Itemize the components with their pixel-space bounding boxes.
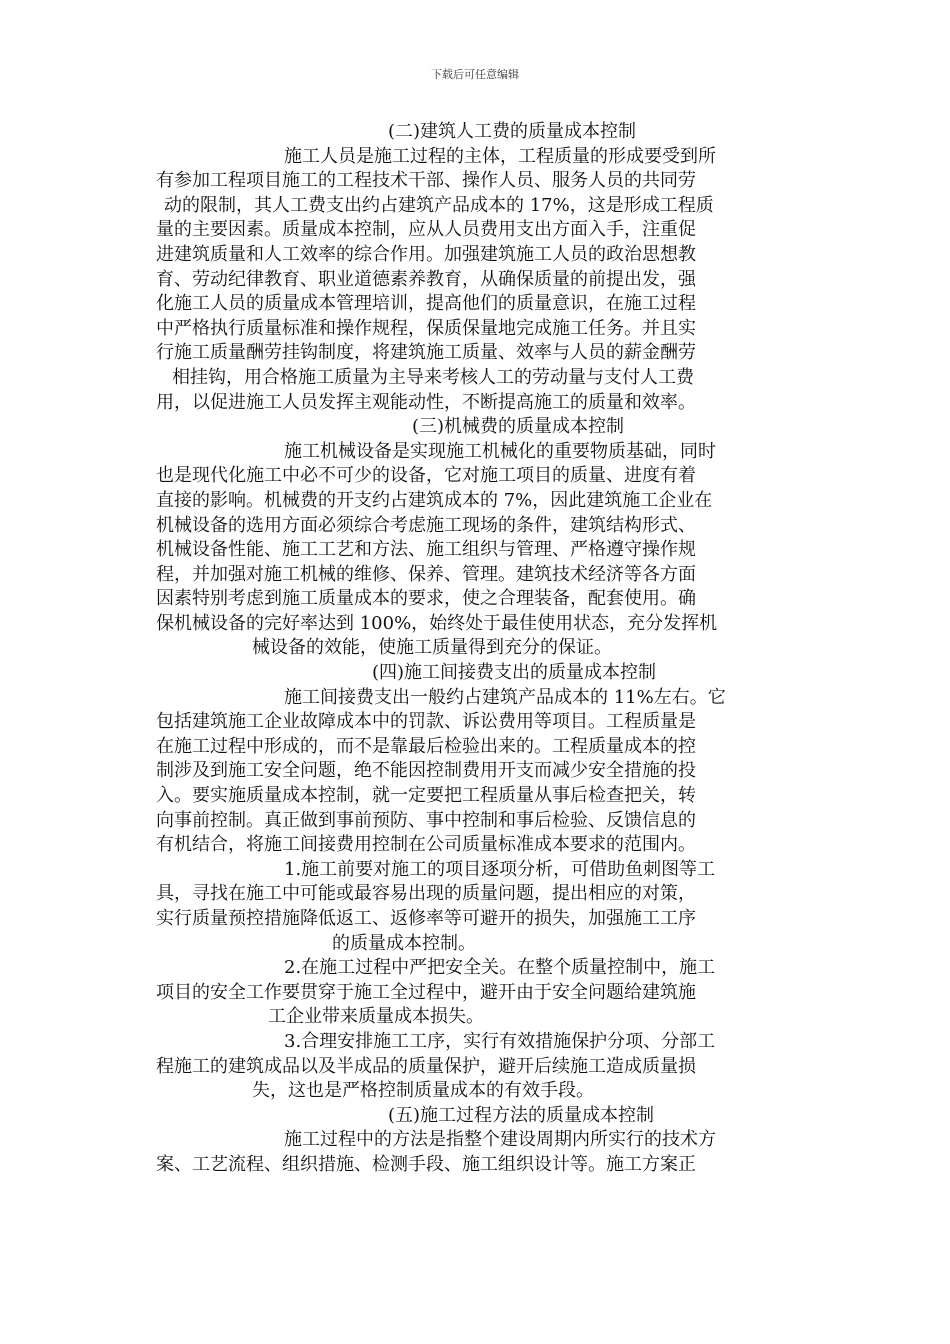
text-line: (四)施工间接费支出的质量成本控制 bbox=[372, 662, 657, 684]
text-line: 失，这也是严格控制质量成本的有效手段。 bbox=[252, 1080, 594, 1102]
text-line: 向事前控制。真正做到事前预防、事中控制和事后检验、反馈信息的 bbox=[156, 809, 696, 831]
text-line: 行施工质量酬劳挂钩制度，将建筑施工质量、效率与人员的薪金酬劳 bbox=[156, 342, 696, 364]
text-line: (三)机械费的质量成本控制 bbox=[412, 416, 625, 438]
text-line: 有参加工程项目施工的工程技术干部、操作人员、服务人员的共同劳 bbox=[156, 170, 696, 192]
text-line: 相挂钩，用合格施工质量为主导来考核人工的劳动量与支付人工费 bbox=[172, 366, 694, 388]
text-line: 育、劳动纪律教育、职业道德素养教育，从确保质量的前提出发，强 bbox=[156, 268, 696, 290]
text-line: 机械设备的选用方面必须综合考虑施工现场的条件，建筑结构形式、 bbox=[156, 514, 696, 536]
text-line: 的质量成本控制。 bbox=[332, 932, 476, 954]
text-line: 入。要实施质量成本控制，就一定要把工程质量从事后检查把关，转 bbox=[156, 785, 696, 807]
text-line: 直接的影响。机械费的开支约占建筑成本的 7%，因此建筑施工企业在 bbox=[156, 489, 713, 511]
text-line: 中严格执行质量标准和操作规程，保质保量地完成施工任务。并且实 bbox=[156, 317, 696, 339]
text-line: 械设备的效能，使施工质量得到充分的保证。 bbox=[252, 637, 612, 659]
text-line: (五)施工过程方法的质量成本控制 bbox=[388, 1104, 655, 1126]
text-line: 工企业带来质量成本损失。 bbox=[268, 1006, 484, 1028]
text-line: 施工人员是施工过程的主体，工程质量的形成要受到所 bbox=[284, 145, 716, 167]
text-line: 施工过程中的方法是指整个建设周期内所实行的技术方 bbox=[284, 1129, 716, 1151]
text-line: 实行质量预控措施降低返工、返修率等可避开的损失，加强施工工序 bbox=[156, 908, 696, 929]
text-line: 1.施工前要对施工的项目逐项分析，可借助鱼刺图等工 bbox=[284, 858, 716, 880]
text-line: 具，寻找在施工中可能或最容易出现的质量问题，提出相应的对策， bbox=[156, 883, 696, 905]
text-line: 制涉及到施工安全问题，绝不能因控制费用开支而减少安全措施的投 bbox=[156, 760, 696, 782]
text-line: 施工机械设备是实现施工机械化的重要物质基础，同时 bbox=[284, 440, 716, 462]
text-line: 机械设备性能、施工工艺和方法、施工组织与管理、严格遵守操作规 bbox=[156, 539, 696, 561]
text-line: 用，以促进施工人员发挥主观能动性，不断提高施工的质量和效率。 bbox=[156, 391, 696, 413]
text-line: 施工间接费支出一般约占建筑产品成本的 11%左右。它 bbox=[284, 686, 726, 708]
text-line: 3.合理安排施工工序，实行有效措施保护分项、分部工 bbox=[284, 1030, 716, 1052]
text-line: 进建筑质量和人工效率的综合作用。加强建筑施工人员的政治思想教 bbox=[156, 243, 696, 265]
text-line: 2.在施工过程中严把安全关。在整个质量控制中，施工 bbox=[284, 957, 716, 979]
text-line: 在施工过程中形成的，而不是靠最后检验出来的。工程质量成本的控 bbox=[156, 735, 696, 757]
text-line: 化施工人员的质量成本管理培训，提高他们的质量意识，在施工过程 bbox=[156, 293, 696, 315]
text-line: 动的限制，其人工费支出约占建筑产品成本的 17%，这是形成工程质 bbox=[164, 194, 714, 216]
document-body bbox=[156, 120, 796, 1178]
text-line: 也是现代化施工中必不可少的设备，它对施工项目的质量、进度有着 bbox=[156, 465, 696, 487]
text-line: 程施工的建筑成品以及半成品的质量保护，避开后续施工造成质量损 bbox=[156, 1055, 696, 1077]
text-line: (二)建筑人工费的质量成本控制 bbox=[388, 121, 637, 142]
text-line: 案、工艺流程、组织措施、检测手段、施工组织设计等。施工方案正 bbox=[156, 1153, 696, 1175]
text-line: 包括建筑施工企业故障成本中的罚款、诉讼费用等项目。工程质量是 bbox=[156, 711, 696, 733]
page-header-note: 下载后可任意编辑 bbox=[431, 68, 519, 81]
text-line: 量的主要因素。质量成本控制，应从人员费用支出方面入手，注重促 bbox=[156, 219, 696, 241]
text-line: 程，并加强对施工机械的维修、保养、管理。建筑技术经济等各方面 bbox=[156, 563, 696, 585]
text-line: 保机械设备的完好率达到 100%，始终处于最佳使用状态，充分发挥机 bbox=[156, 612, 718, 634]
text-line: 有机结合，将施工间接费用控制在公司质量标准成本要求的范围内。 bbox=[156, 834, 696, 856]
text-line: 项目的安全工作要贯穿于施工全过程中，避开由于安全问题给建筑施 bbox=[156, 981, 696, 1003]
text-line: 因素特别考虑到施工质量成本的要求，使之合理装备，配套使用。确 bbox=[156, 588, 696, 610]
